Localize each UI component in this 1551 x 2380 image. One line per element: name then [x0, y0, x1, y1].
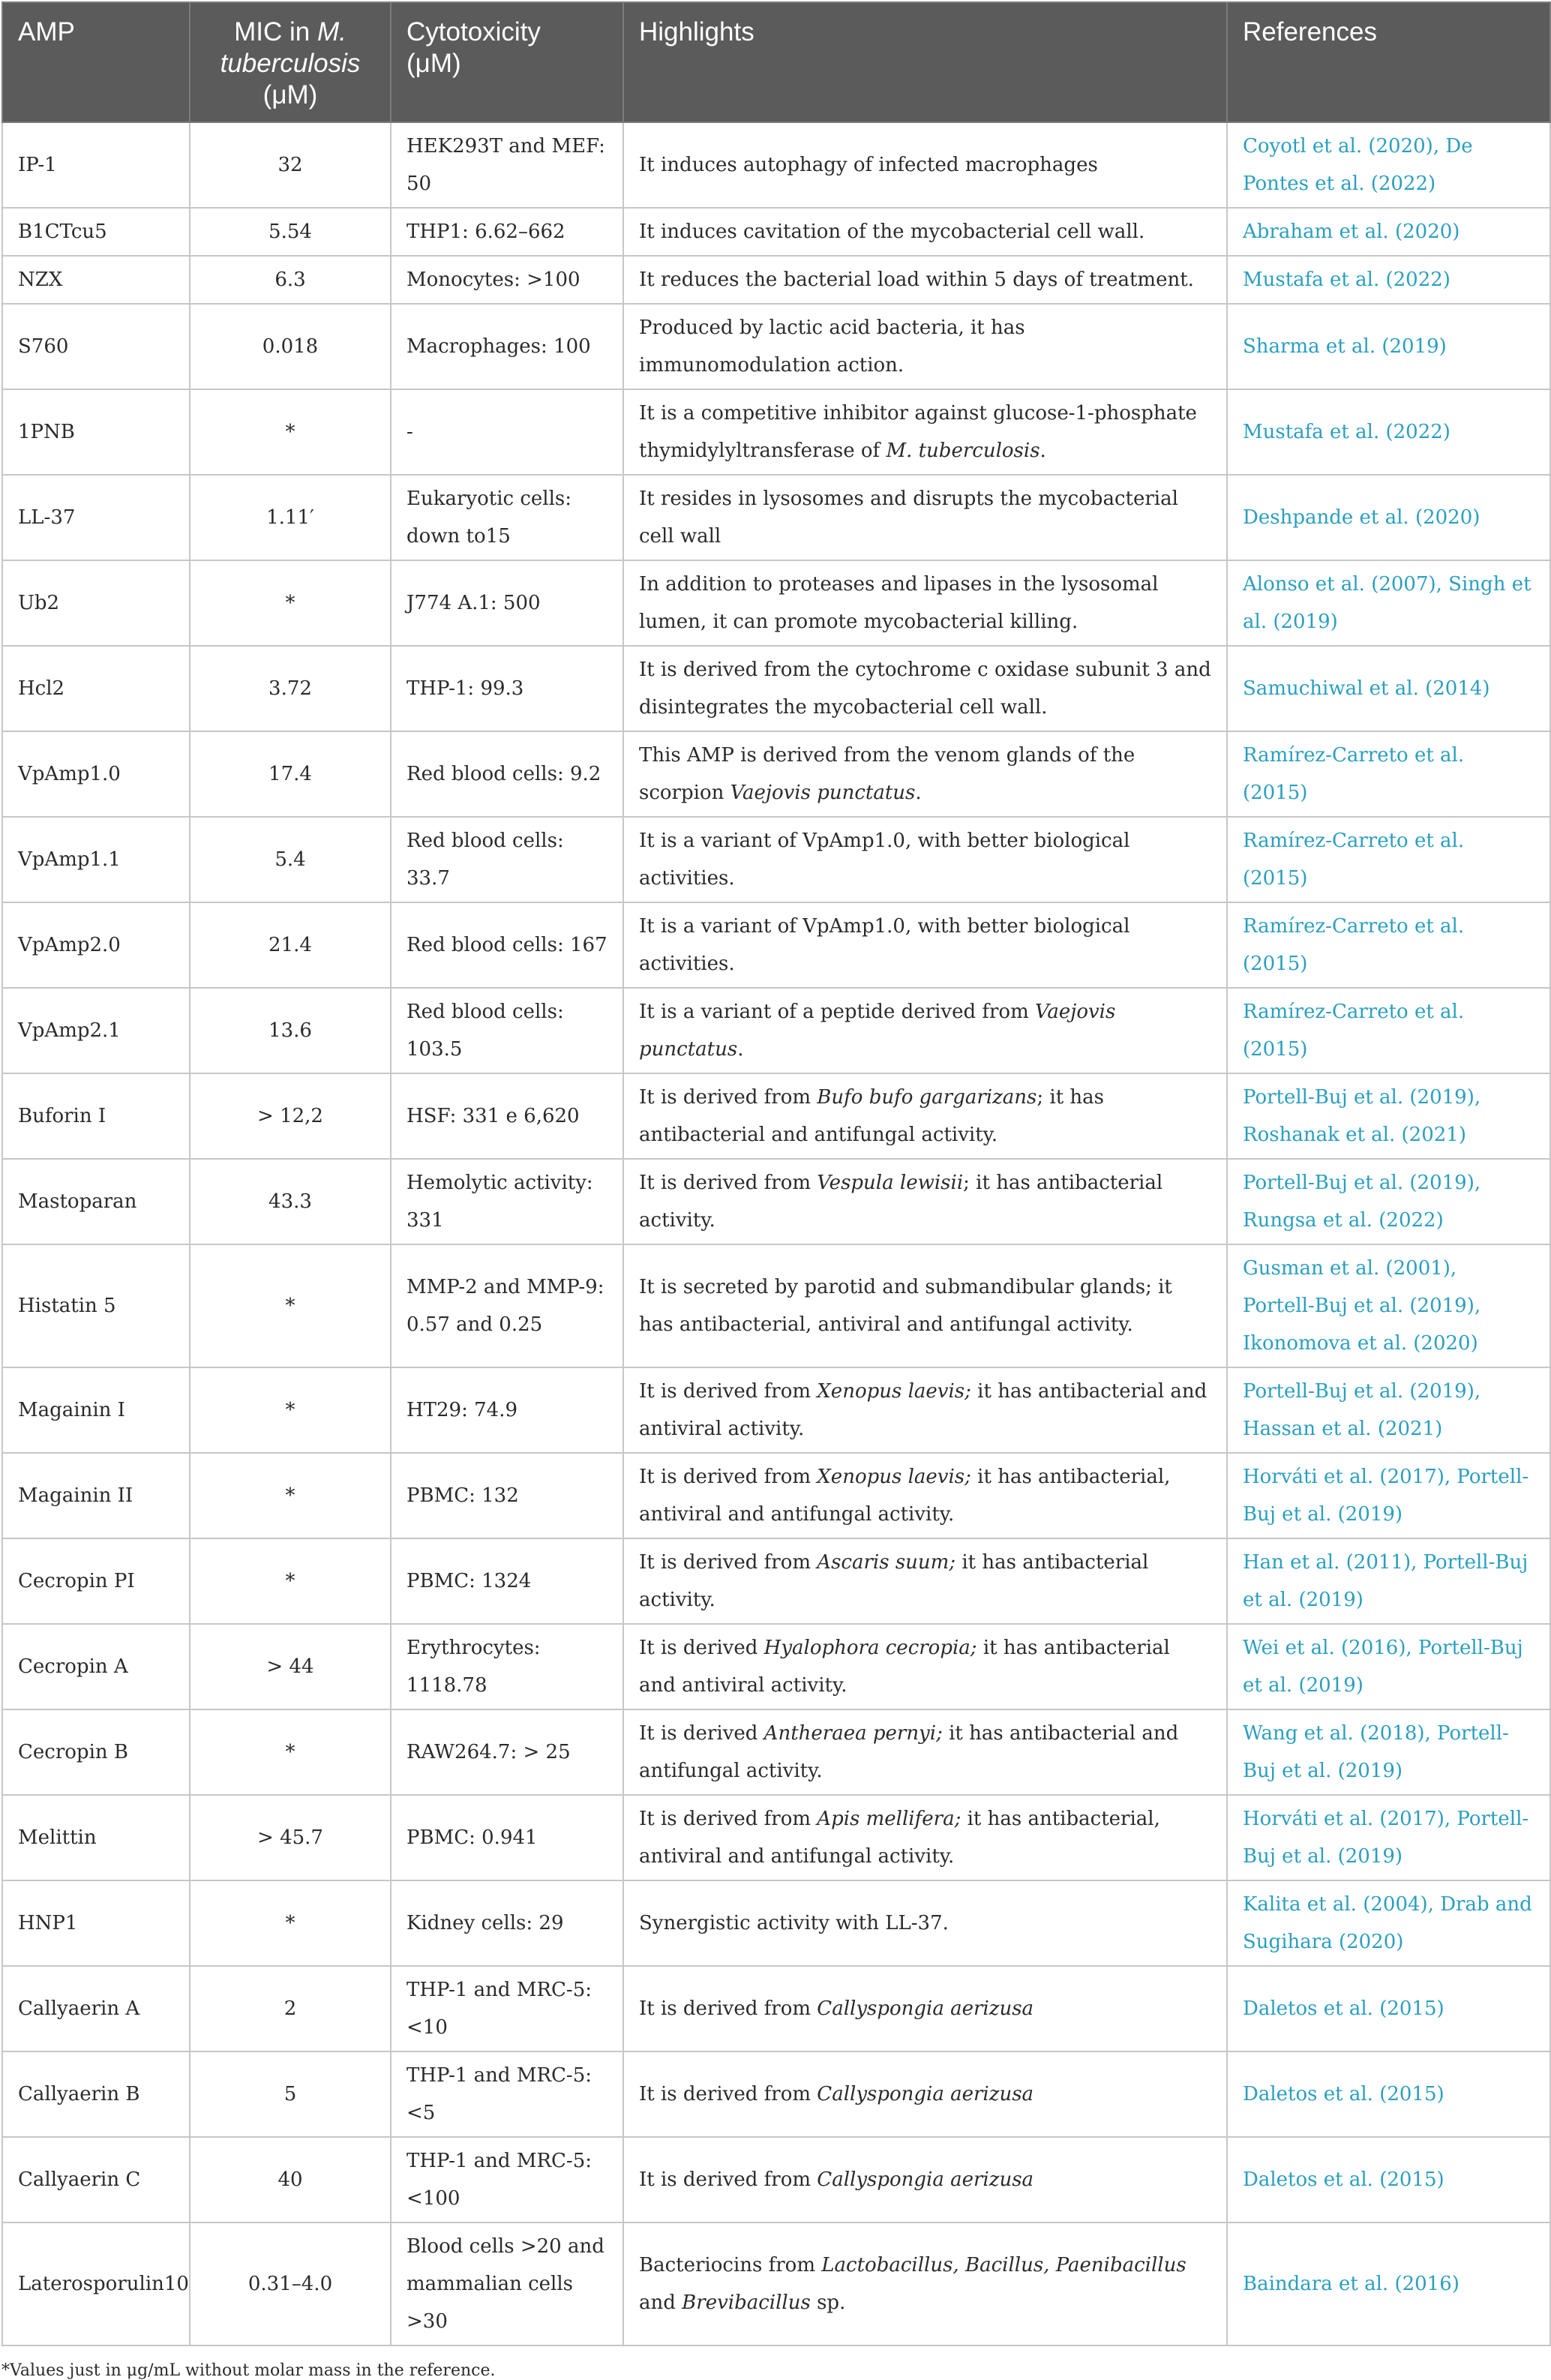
header-row — [2, 2, 1550, 122]
table-row — [2, 1709, 1550, 1795]
mic-cell: 5.54 — [190, 208, 391, 256]
highlights-cell — [623, 1453, 1227, 1538]
cytotoxicity-cell: Kidney cells: 29 — [391, 1880, 623, 1966]
cytotoxicity-cell: Monocytes: >100 — [391, 256, 623, 304]
reference-link[interactable]: Portell-Buj et al. (2019), Hassan et al. (2021) — [1227, 1367, 1550, 1453]
mic-cell: * — [190, 1244, 391, 1367]
mic-cell: 43.3 — [190, 1159, 391, 1244]
reference-link[interactable]: Sharma et al. (2019) — [1227, 304, 1550, 389]
highlight-text: Produced by lactic acid bacteria, it has immunomodulation action. — [639, 317, 1025, 377]
amp-cell: Callyaerin B — [2, 2051, 190, 2137]
highlights-cell — [623, 988, 1227, 1073]
reference-link[interactable]: Samuchiwal et al. (2014) — [1227, 646, 1550, 731]
cytotoxicity-cell: THP-1 and MRC-5: <5 — [391, 2051, 623, 2137]
mic-cell: 1.11′ — [190, 475, 391, 560]
species-name: Callyspongia aerizusa — [817, 1997, 1034, 2020]
species-name: M. tuberculosis — [886, 440, 1040, 462]
header-mic-unit: (μM) — [262, 80, 318, 110]
highlights-cell — [623, 646, 1227, 731]
header-mic-species: M. tuberculosis — [220, 17, 361, 78]
reference-link[interactable]: Wang et al. (2018), Portell-Buj et al. (2019) — [1227, 1709, 1550, 1795]
header-references: References — [1227, 2, 1550, 122]
highlights-cell — [623, 902, 1227, 988]
reference-link[interactable]: Portell-Buj et al. (2019), Roshanak et al. (2021) — [1227, 1073, 1550, 1159]
table-row — [2, 1966, 1550, 2051]
reference-link[interactable]: Wei et al. (2016), Portell-Buj et al. (2019) — [1227, 1624, 1550, 1709]
highlight-text: It is a competitive inhibitor against glucose-1-phosphate thymidylyltransferase of — [639, 402, 1197, 462]
highlight-text: Bacteriocins from — [639, 2254, 822, 2276]
highlights-cell — [623, 1624, 1227, 1709]
amp-cell: Hcl2 — [2, 646, 190, 731]
amp-cell: VpAmp1.0 — [2, 731, 190, 817]
species-name: Lactobacillus, Bacillus, Paenibacillus — [821, 2254, 1186, 2276]
amp-cell: Cecropin A — [2, 1624, 190, 1709]
highlights-cell — [623, 304, 1227, 389]
amp-cell: B1CTcu5 — [2, 208, 190, 256]
reference-link[interactable]: Gusman et al. (2001), Portell-Buj et al. (2019), Ikonomova et al. (2020) — [1227, 1244, 1550, 1367]
table-row — [2, 560, 1550, 646]
highlight-text: It is a variant of a peptide derived from — [639, 1001, 1035, 1023]
mic-cell: * — [190, 1709, 391, 1795]
reference-link[interactable]: Alonso et al. (2007), Singh et al. (2019) — [1227, 560, 1550, 646]
species-name: Xenopus laevis; — [817, 1466, 971, 1488]
mic-cell: * — [190, 1538, 391, 1624]
cytotoxicity-cell: PBMC: 132 — [391, 1453, 623, 1538]
highlight-text: It induces autophagy of infected macrophages — [639, 154, 1098, 176]
highlights-cell — [623, 1709, 1227, 1795]
species-name: Hyalophora cecropia; — [764, 1637, 977, 1659]
highlight-text: It is derived from — [639, 1086, 818, 1109]
table-row — [2, 2051, 1550, 2137]
mic-cell: 40 — [190, 2137, 391, 2222]
amp-cell: 1PNB — [2, 389, 190, 475]
mic-cell: * — [190, 389, 391, 475]
cytotoxicity-cell: THP-1 and MRC-5: <100 — [391, 2137, 623, 2222]
cytotoxicity-cell: - — [391, 389, 623, 475]
mic-cell: 13.6 — [190, 988, 391, 1073]
reference-link[interactable]: Horváti et al. (2017), Portell-Buj et al. (2019) — [1227, 1795, 1550, 1880]
table-row — [2, 1795, 1550, 1880]
table-row — [2, 1880, 1550, 1966]
amp-cell: Magainin II — [2, 1453, 190, 1538]
cytotoxicity-cell: Blood cells >20 and mammalian cells >30 — [391, 2222, 623, 2345]
highlight-text: It is a variant of VpAmp1.0, with better biological activities. — [639, 830, 1130, 890]
highlight-text: It is derived from — [639, 1808, 818, 1830]
highlight-text: it has antibacterial, antiviral and antifungal activity. — [639, 1466, 1171, 1526]
mic-cell: * — [190, 1880, 391, 1966]
amp-cell: VpAmp2.0 — [2, 902, 190, 988]
highlights-cell — [623, 560, 1227, 646]
header-highlights: Highlights — [623, 2, 1227, 122]
table-row — [2, 817, 1550, 902]
cytotoxicity-cell: Erythrocytes: 1118.78 — [391, 1624, 623, 1709]
highlight-text: It is derived — [639, 1637, 764, 1659]
mic-cell: 0.018 — [190, 304, 391, 389]
cytotoxicity-cell: THP-1 and MRC-5: <10 — [391, 1966, 623, 2051]
cytotoxicity-cell: HT29: 74.9 — [391, 1367, 623, 1453]
species-name: Antheraea pernyi; — [764, 1722, 943, 1745]
reference-link[interactable]: Daletos et al. (2015) — [1227, 1966, 1550, 2051]
highlight-text: it has antibacterial activity. — [639, 1551, 1149, 1611]
table-body — [2, 122, 1550, 2345]
highlight-text: . — [737, 1038, 744, 1061]
table-row — [2, 2137, 1550, 2222]
table-row — [2, 256, 1550, 304]
amp-cell: Ub2 — [2, 560, 190, 646]
table-row — [2, 1073, 1550, 1159]
highlights-cell — [623, 1073, 1227, 1159]
mic-cell: > 44 — [190, 1624, 391, 1709]
table-row — [2, 646, 1550, 731]
reference-link[interactable]: Daletos et al. (2015) — [1227, 2051, 1550, 2137]
mic-cell: 5.4 — [190, 817, 391, 902]
species-name: Callyspongia aerizusa — [817, 2083, 1034, 2105]
highlights-cell — [623, 1159, 1227, 1244]
amp-cell: Laterosporulin10 — [2, 2222, 190, 2345]
header-cytotoxicity: Cytotoxicity (μM) — [391, 2, 623, 122]
highlight-text: Synergistic activity with LL-37. — [639, 1912, 949, 1934]
reference-link[interactable]: Ramírez-Carreto et al. (2015) — [1227, 817, 1550, 902]
highlight-text: It induces cavitation of the mycobacterial cell wall. — [639, 221, 1145, 243]
cytotoxicity-cell: Macrophages: 100 — [391, 304, 623, 389]
highlight-text: . — [915, 782, 922, 804]
cytotoxicity-cell: Red blood cells: 33.7 — [391, 817, 623, 902]
highlights-cell — [623, 1880, 1227, 1966]
mic-cell: * — [190, 560, 391, 646]
reference-link[interactable]: Mustafa et al. (2022) — [1227, 389, 1550, 475]
reference-link[interactable]: Abraham et al. (2020) — [1227, 208, 1550, 256]
highlights-cell — [623, 1244, 1227, 1367]
mic-cell: 3.72 — [190, 646, 391, 731]
highlight-text: It is derived from — [639, 1997, 818, 2020]
cytotoxicity-cell: PBMC: 0.941 — [391, 1795, 623, 1880]
cytotoxicity-cell: PBMC: 1324 — [391, 1538, 623, 1624]
mic-cell: > 12,2 — [190, 1073, 391, 1159]
highlights-cell — [623, 475, 1227, 560]
highlight-text: and — [639, 2291, 682, 2314]
highlights-cell — [623, 1538, 1227, 1624]
table-row — [2, 1453, 1550, 1538]
highlights-cell — [623, 208, 1227, 256]
amp-cell: Melittin — [2, 1795, 190, 1880]
species-name: Vaejovis punctatus — [730, 782, 916, 804]
amp-cell: Buforin I — [2, 1073, 190, 1159]
mic-cell: 2 — [190, 1966, 391, 2051]
species-name: Vaejovis punctatus — [639, 1001, 1116, 1061]
table-row — [2, 1244, 1550, 1367]
reference-link[interactable]: Mustafa et al. (2022) — [1227, 256, 1550, 304]
table-row — [2, 988, 1550, 1073]
reference-link[interactable]: Han et al. (2011), Portell-Buj et al. (2019) — [1227, 1538, 1550, 1624]
reference-link[interactable]: Horváti et al. (2017), Portell-Buj et al. (2019) — [1227, 1453, 1550, 1538]
highlights-cell — [623, 1966, 1227, 2051]
table-row — [2, 122, 1550, 208]
cytotoxicity-cell: Red blood cells: 103.5 — [391, 988, 623, 1073]
amp-table-container — [2, 2, 1550, 2380]
mic-cell: > 45.7 — [190, 1795, 391, 1880]
highlights-cell — [623, 2137, 1227, 2222]
highlight-text: It is derived from the cytochrome c oxidase subunit 3 and disintegrates the mycobacterial cell wall. — [639, 659, 1211, 719]
reference-link[interactable]: Daletos et al. (2015) — [1227, 2137, 1550, 2222]
mic-cell: * — [190, 1453, 391, 1538]
table-row — [2, 208, 1550, 256]
mic-cell: 5 — [190, 2051, 391, 2137]
table-row — [2, 1624, 1550, 1709]
table-row — [2, 2222, 1550, 2345]
cytotoxicity-cell: THP1: 6.62–662 — [391, 208, 623, 256]
table-header — [2, 2, 1550, 122]
highlight-text: It is derived from — [639, 1551, 818, 1574]
species-name: Apis mellifera; — [817, 1808, 962, 1830]
highlight-text: it has antibacterial and antifungal activity. — [639, 1722, 1179, 1782]
amp-cell: Mastoparan — [2, 1159, 190, 1244]
amp-cell: Callyaerin A — [2, 1966, 190, 2051]
highlights-cell — [623, 122, 1227, 208]
cytotoxicity-cell: Eukaryotic cells: down to15 — [391, 475, 623, 560]
highlight-text: it has antibacterial and antiviral activity. — [639, 1380, 1208, 1440]
reference-link[interactable]: Baindara et al. (2016) — [1227, 2222, 1550, 2345]
highlights-cell — [623, 817, 1227, 902]
amp-cell: Callyaerin C — [2, 2137, 190, 2222]
cytotoxicity-cell: J774 A.1: 500 — [391, 560, 623, 646]
cytotoxicity-cell: HEK293T and MEF: 50 — [391, 122, 623, 208]
mic-cell: 32 — [190, 122, 391, 208]
highlight-text: It is a variant of VpAmp1.0, with better biological activities. — [639, 915, 1130, 975]
amp-cell: HNP1 — [2, 1880, 190, 1966]
table-row — [2, 731, 1550, 817]
highlight-text: It is derived from — [639, 1380, 818, 1403]
highlight-text: It is derived from — [639, 1466, 818, 1488]
highlight-text: ; it has antibacterial and antifungal activity. — [639, 1086, 1105, 1146]
species-name: Xenopus laevis; — [817, 1380, 971, 1403]
species-name: Ascaris suum; — [817, 1551, 956, 1574]
highlight-text: It is derived from — [639, 1172, 818, 1194]
highlight-text: It is secreted by parotid and submandibular glands; it has antibacterial, antiviral and antifungal activity. — [639, 1276, 1172, 1336]
highlights-cell — [623, 2222, 1227, 2345]
table-row — [2, 1367, 1550, 1453]
highlight-text: In addition to proteases and lipases in the lysosomal lumen, it can promote mycobacterial killing. — [639, 573, 1159, 633]
highlight-text: It is derived from — [639, 2168, 818, 2191]
highlights-cell — [623, 1795, 1227, 1880]
amp-cell: Cecropin PI — [2, 1538, 190, 1624]
amp-cell: Cecropin B — [2, 1709, 190, 1795]
mic-cell: 6.3 — [190, 256, 391, 304]
amp-cell: S760 — [2, 304, 190, 389]
highlights-cell — [623, 1367, 1227, 1453]
cytotoxicity-cell: THP-1: 99.3 — [391, 646, 623, 731]
reference-link[interactable]: Ramírez-Carreto et al. (2015) — [1227, 902, 1550, 988]
cytotoxicity-cell: MMP-2 and MMP-9: 0.57 and 0.25 — [391, 1244, 623, 1367]
species-name: Vespula lewisii — [817, 1172, 964, 1194]
reference-link[interactable]: Portell-Buj et al. (2019), Rungsa et al. (2022) — [1227, 1159, 1550, 1244]
highlights-cell — [623, 389, 1227, 475]
highlight-text: it has antibacterial and antiviral activity. — [639, 1637, 1170, 1697]
amp-cell: LL-37 — [2, 475, 190, 560]
species-name: Brevibacillus — [682, 2291, 811, 2314]
reference-link[interactable]: Ramírez-Carreto et al. (2015) — [1227, 988, 1550, 1073]
table-row — [2, 902, 1550, 988]
header-mic: MIC in M. tuberculosis (μM) — [190, 2, 391, 122]
table-row — [2, 389, 1550, 475]
highlight-text: sp. — [810, 2291, 846, 2314]
table-row — [2, 475, 1550, 560]
highlight-text: It is derived — [639, 1722, 764, 1745]
reference-link[interactable]: Deshpande et al. (2020) — [1227, 475, 1550, 560]
amp-cell: NZX — [2, 256, 190, 304]
highlights-cell — [623, 256, 1227, 304]
highlight-text: . — [1040, 440, 1046, 462]
cytotoxicity-cell: HSF: 331 e 6,620 — [391, 1073, 623, 1159]
table-row — [2, 1159, 1550, 1244]
table-row — [2, 304, 1550, 389]
table-footnote: *Values just in μg/mL without molar mass in the reference. — [2, 2361, 496, 2380]
amp-cell: Histatin 5 — [2, 1244, 190, 1367]
mic-cell: 17.4 — [190, 731, 391, 817]
cytotoxicity-cell: Red blood cells: 9.2 — [391, 731, 623, 817]
highlights-cell — [623, 2051, 1227, 2137]
highlight-text: It reduces the bacterial load within 5 days of treatment. — [639, 269, 1194, 291]
amp-cell: IP-1 — [2, 122, 190, 208]
species-name: Bufo bufo gargarizans — [817, 1086, 1037, 1109]
highlights-cell — [623, 731, 1227, 817]
header-amp: AMP — [2, 2, 190, 122]
highlight-text: it has antibacterial, antiviral and antifungal activity. — [639, 1808, 1160, 1868]
reference-link[interactable]: Ramírez-Carreto et al. (2015) — [1227, 731, 1550, 817]
mic-cell: * — [190, 1367, 391, 1453]
cytotoxicity-cell: RAW264.7: > 25 — [391, 1709, 623, 1795]
amp-table — [2, 2, 1551, 2346]
mic-cell: 21.4 — [190, 902, 391, 988]
species-name: Callyspongia aerizusa — [817, 2168, 1034, 2191]
amp-cell: VpAmp1.1 — [2, 817, 190, 902]
highlight-text: It resides in lysosomes and disrupts the mycobacterial cell wall — [639, 488, 1178, 548]
cytotoxicity-cell: Hemolytic activity: 331 — [391, 1159, 623, 1244]
highlight-text: ; it has antibacterial activity. — [639, 1172, 1163, 1232]
highlight-text: It is derived from — [639, 2083, 818, 2105]
amp-cell: VpAmp2.1 — [2, 988, 190, 1073]
table-row — [2, 1538, 1550, 1624]
mic-cell: 0.31–4.0 — [190, 2222, 391, 2345]
cytotoxicity-cell: Red blood cells: 167 — [391, 902, 623, 988]
reference-link[interactable]: Coyotl et al. (2020), De Pontes et al. (2022) — [1227, 122, 1550, 208]
reference-link[interactable]: Kalita et al. (2004), Drab and Sugihara (2020) — [1227, 1880, 1550, 1966]
amp-cell: Magainin I — [2, 1367, 190, 1453]
highlight-text: This AMP is derived from the venom glands of the scorpion — [639, 744, 1136, 804]
